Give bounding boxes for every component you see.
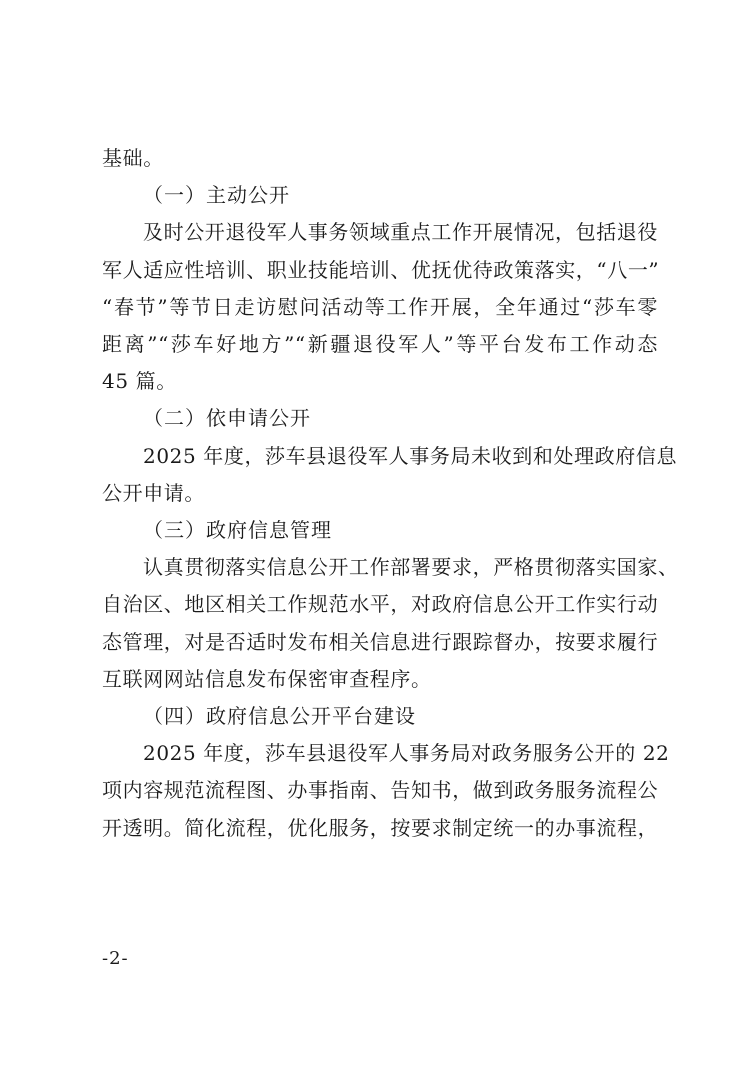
text-line: 2025 年度，莎车县退役军人事务局对政务服务公开的 22 (143, 741, 670, 766)
text-line: 开透明。简化流程，优化服务，按要求制定统一的办事流程， (102, 815, 659, 840)
text-line: 2025 年度，莎车县退役军人事务局未收到和处理政府信息 (143, 443, 678, 468)
text-line: 项内容规范流程图、办事指南、告知书，做到政务服务流程公 (102, 778, 659, 803)
paragraph-information-management (102, 549, 679, 698)
section-heading-active-disclosure: （一）主动公开 (143, 183, 290, 208)
text-line: 自治区、地区相关工作规范水平，对政府信息公开工作实行动 (102, 592, 659, 617)
text-line: 45 篇。 (102, 369, 177, 394)
text-line: 认真贯彻落实信息公开工作部署要求，严格贯彻落实国家、 (143, 555, 679, 580)
text-line: 态管理，对是否适时发布相关信息进行跟踪督办，按要求履行 (102, 629, 659, 654)
text-line: 基础。 (102, 146, 164, 170)
text-line: 及时公开退役军人事务领域重点工作开展情况，包括退役 (143, 220, 658, 245)
text-line: 公开申请。 (102, 480, 205, 505)
text-line: 互联网网站信息发布保密审查程序。 (102, 666, 432, 691)
paragraph-active-disclosure (102, 214, 658, 400)
paragraph-application-disclosure (102, 438, 678, 512)
paragraph-continuation (102, 140, 658, 177)
document-body (102, 140, 679, 847)
section-heading-application-disclosure: （二）依申请公开 (143, 406, 311, 431)
section-heading-information-management: （三）政府信息管理 (143, 518, 332, 543)
text-line: 军人适应性培训、职业技能培训、优抚优待政策落实，“八一” (102, 257, 660, 282)
text-line: “春节”等节日走访慰问活动等工作开展，全年通过“莎车零 (102, 294, 658, 319)
paragraph-platform-construction (102, 735, 670, 847)
section-heading-platform-construction: （四）政府信息公开平台建设 (143, 704, 416, 729)
text-line: 距离”“莎车好地方”“新疆退役军人”等平台发布工作动态 (102, 332, 658, 357)
page-number: -2- (102, 948, 129, 969)
